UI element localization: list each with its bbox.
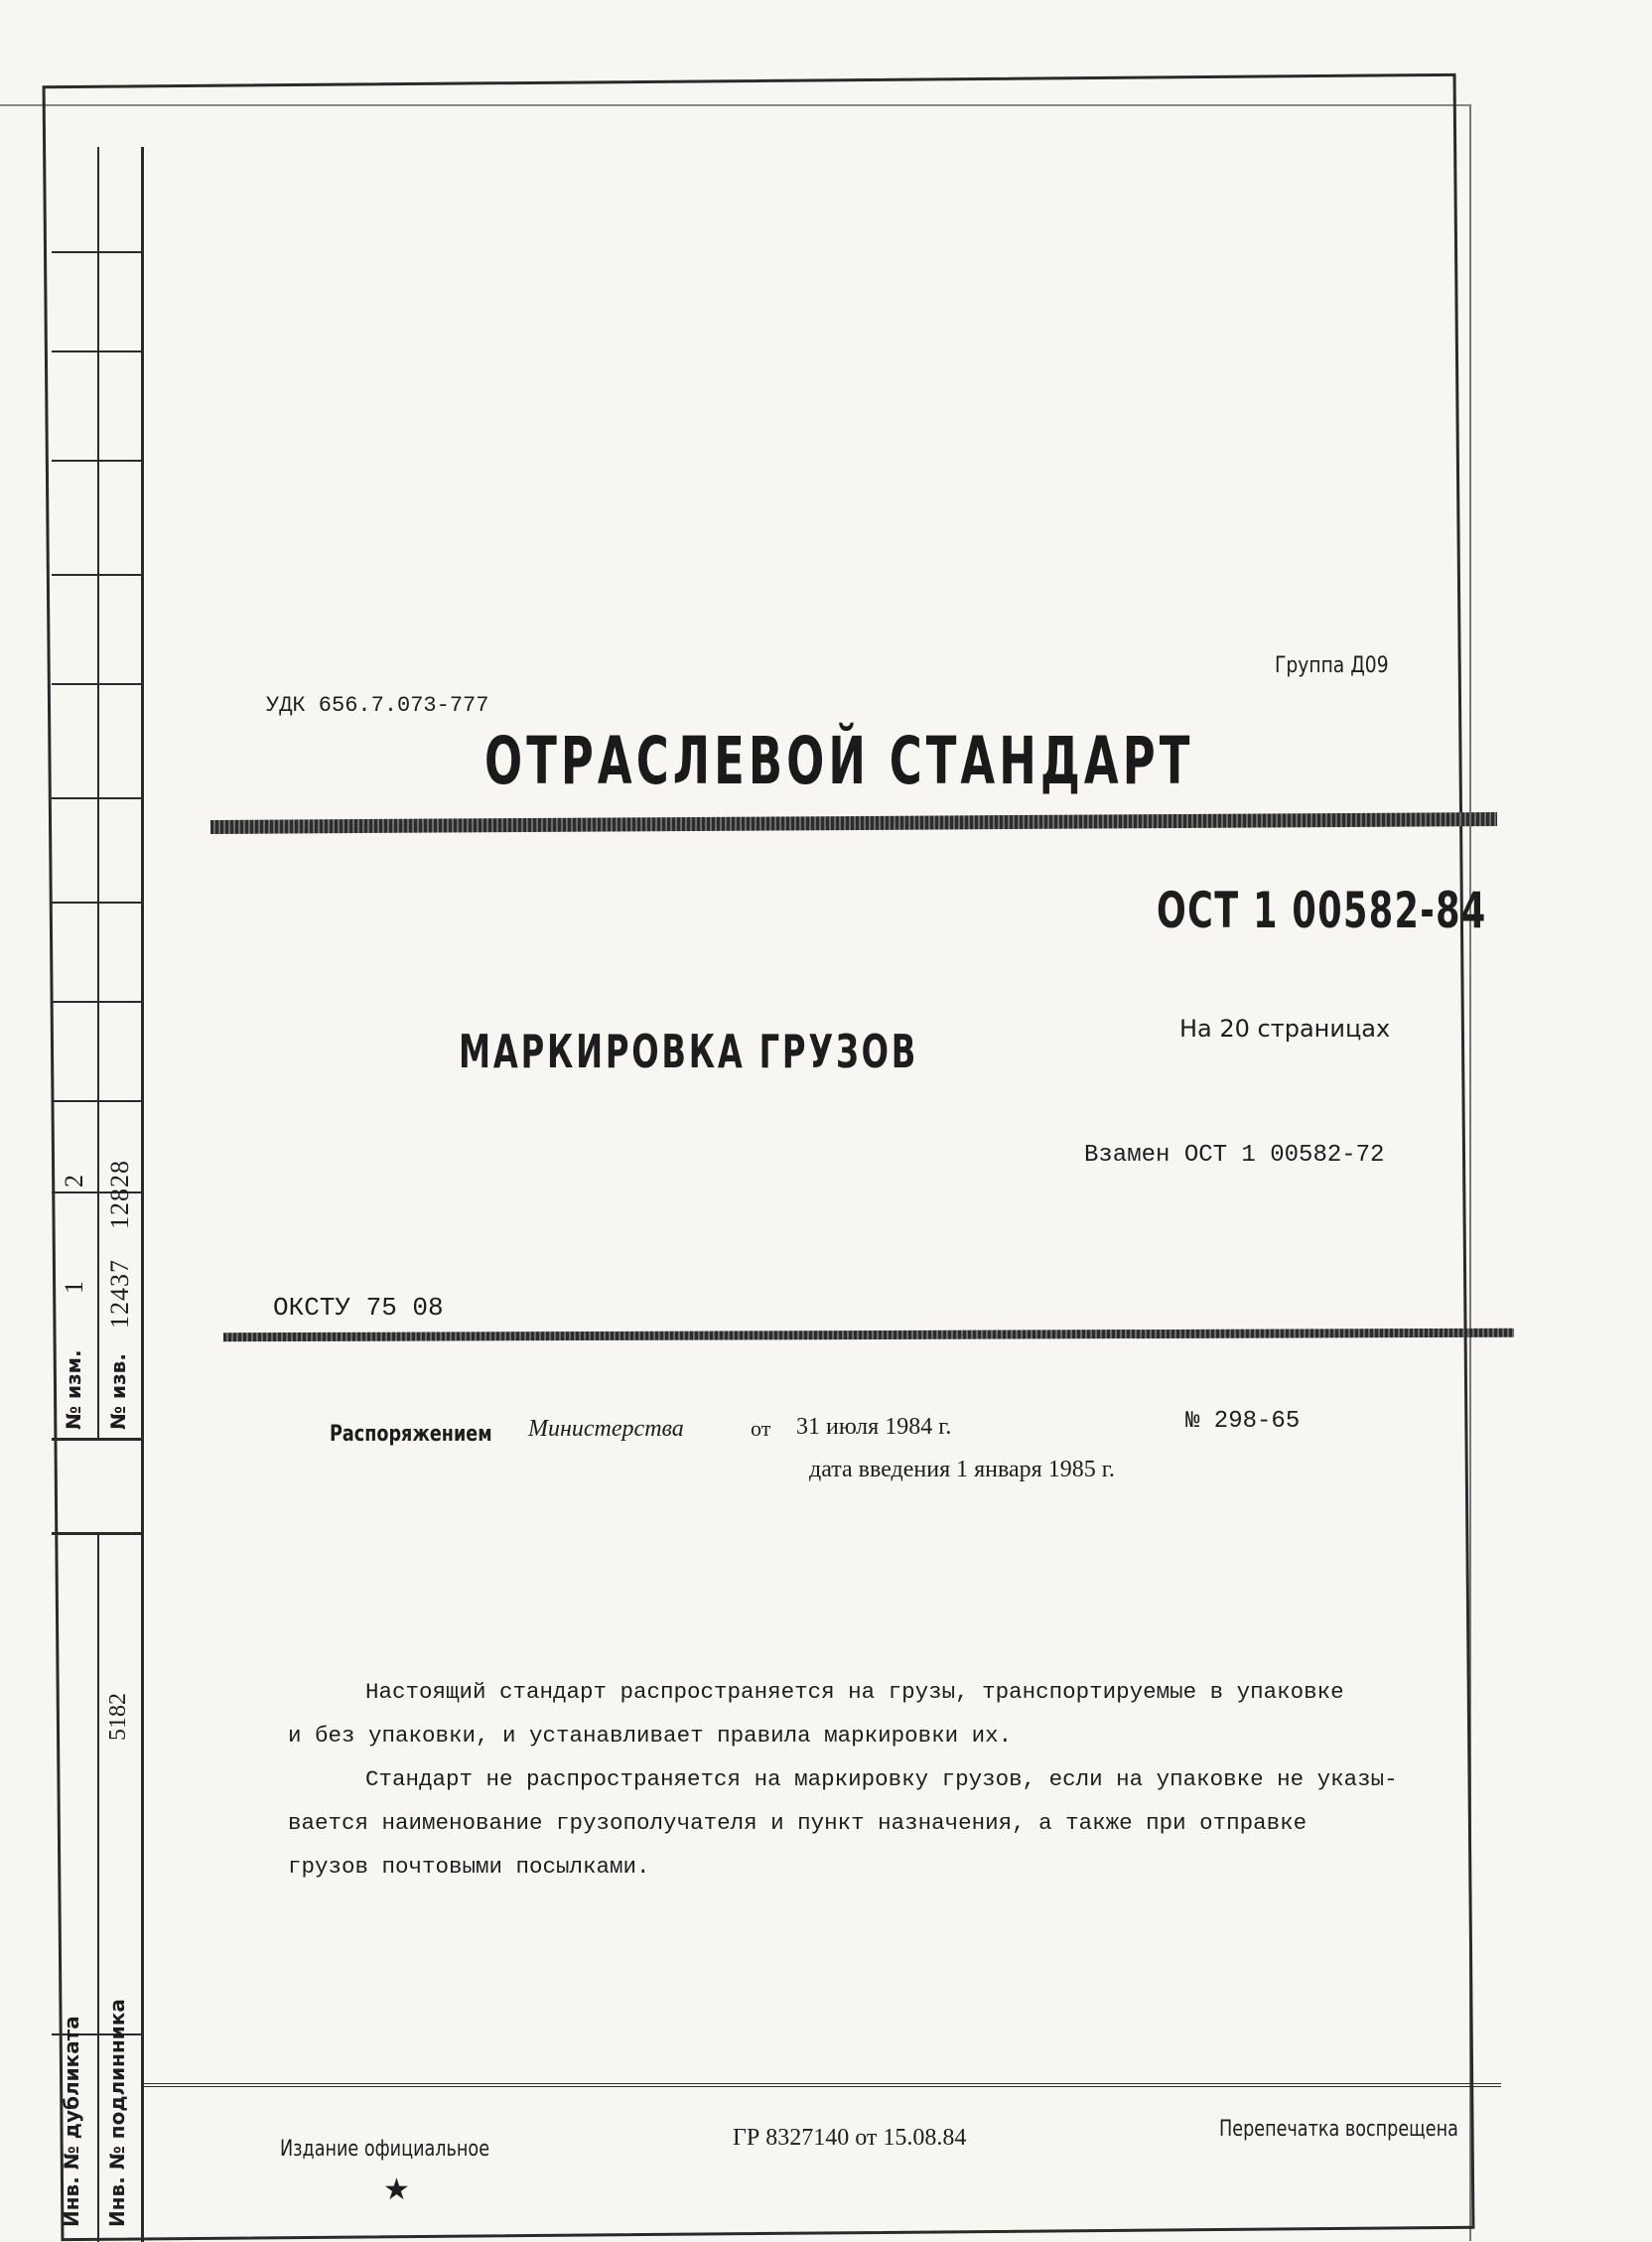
paragraph-2-line-2: вается наименование грузополучателя и пункт назначения, а также при отправке	[288, 1810, 1308, 1836]
notice-number-2: 12828	[105, 1160, 134, 1229]
udk-code: УДК 656.7.073-777	[266, 693, 489, 718]
standard-number: ОСТ 1 00582-84	[1157, 882, 1487, 939]
change-label: № изм.	[62, 1349, 85, 1430]
stamp-row-line	[52, 350, 141, 352]
page-count: На 20 страницах	[1179, 1015, 1391, 1043]
body-text	[288, 1670, 1398, 1889]
change-number-2: 2	[60, 1175, 88, 1188]
order-from: от	[751, 1416, 771, 1441]
replaces-standard: Взамен ОСТ 1 00582-72	[1084, 1142, 1385, 1169]
introduction-date: дата введения 1 января 1985 г.	[809, 1457, 1115, 1482]
stamp-row-line	[52, 460, 141, 462]
stamp-row-line	[52, 683, 141, 685]
edition-label: Издание официальное	[280, 2137, 490, 2162]
paragraph-1-line-1: Настоящий стандарт распространяется на грузы, транспортируемые в упаковке	[365, 1679, 1344, 1705]
change-number-1: 1	[60, 1281, 88, 1294]
stamp-row-line	[52, 1438, 141, 1441]
paragraph-2-line-1: Стандарт не распространяется на маркировку грузов, если на упаковке не указы-	[365, 1766, 1398, 1792]
page-title: ОТРАСЛЕВОЙ СТАНДАРТ	[484, 723, 1194, 799]
stamp-row-line	[52, 1532, 141, 1535]
order-number: № 298-65	[1185, 1408, 1301, 1435]
notice-number-1: 12437	[105, 1259, 134, 1329]
duplicate-inventory-label: Инв. № дубликата	[60, 2016, 83, 2227]
reprint-notice: Перепечатка воспрещена	[1219, 2117, 1458, 2142]
stamp-row-line	[52, 1001, 141, 1003]
original-inventory-label: Инв. № подлинника	[105, 1999, 129, 2227]
paragraph-1-line-2: и без упаковки, и устанавливает правила маркировки их.	[288, 1723, 1013, 1749]
stamp-row-line	[52, 797, 141, 799]
stamp-divider	[97, 147, 99, 1438]
okstu-code: ОКСТУ 75 08	[273, 1293, 444, 1323]
star-icon: ★	[383, 2172, 410, 2207]
document-subject: МАРКИРОВКА ГРУЗОВ	[459, 1025, 919, 1078]
stamp-row-line	[52, 251, 141, 253]
stamp-row-line	[52, 574, 141, 576]
group-code: Группа Д09	[1275, 653, 1389, 678]
stamp-row-line	[52, 1100, 141, 1102]
original-inventory-number: 5182	[105, 1693, 131, 1741]
footer-rule	[141, 2083, 1501, 2087]
paragraph-2-line-3: грузов почтовыми посылками.	[288, 1854, 650, 1880]
stamp-row-line	[52, 902, 141, 904]
gr-registration: ГР 8327140 от 15.08.84	[733, 2125, 967, 2151]
side-stamp	[52, 147, 144, 2242]
notice-label: № изв.	[106, 1353, 130, 1430]
order-ministry: Министерства	[528, 1416, 684, 1442]
order-label: Распоряжением	[330, 1422, 492, 1447]
stamp-divider	[97, 1532, 99, 2242]
order-date: 31 июля 1984 г.	[796, 1414, 952, 1440]
